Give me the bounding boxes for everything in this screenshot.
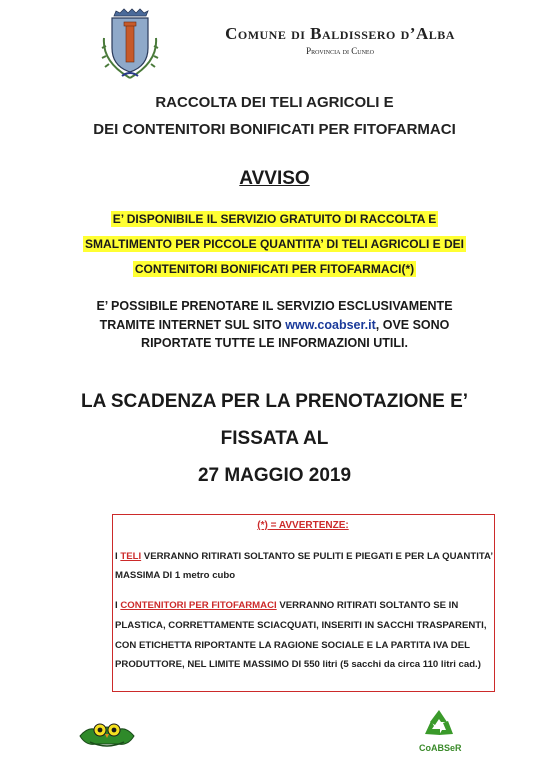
- warnings-title: (*) = AVVERTENZE:: [257, 520, 349, 531]
- avviso-heading: AVVISO: [239, 168, 310, 189]
- highlight-line-1: E’ DISPONIBILE IL SERVIZIO GRATUITO DI RACCOLTA E: [112, 212, 437, 226]
- teli-warning-line-1: I TELI VERRANNO RITIRATI SOLTANTO SE PULITI E PIEGATI E PER LA QUANTITA’: [115, 551, 494, 562]
- provincia-name: Provincia di Cuneo: [306, 46, 374, 56]
- highlight-line-3: CONTENITORI BONIFICATI PER FITOFARMACI(*): [134, 262, 415, 276]
- coat-of-arms-icon: [100, 8, 160, 80]
- owl-logo-icon: [78, 718, 136, 748]
- booking-line-1: E’ POSSIBILE PRENOTARE IL SERVIZIO ESCLUSIVAMENTE: [96, 299, 453, 313]
- contenitori-warning-line-3: CON ETICHETTA RIPORTANTE LA RAGIONE SOCIALE E LA PARTITA IVA DEL: [115, 640, 470, 651]
- municipality-header: [180, 24, 500, 56]
- teli-warning-line-2: MASSIMA DI 1 metro cubo: [115, 570, 236, 581]
- booking-line-3: RIPORTATE TUTTE LE INFORMAZIONI UTILI.: [141, 336, 408, 350]
- coabser-brand-name: CoABSeR: [419, 743, 462, 753]
- title-line-1: RACCOLTA DEI TELI AGRICOLI E: [155, 94, 394, 111]
- contenitori-warning-line-2: PLASTICA, CORRETTAMENTE SCIACQUATI, INSERITI IN SACCHI TRASPARENTI,: [115, 620, 487, 631]
- recycle-logo-icon: [421, 708, 457, 740]
- deadline-line-2: FISSATA AL: [220, 428, 329, 449]
- comune-name: Comune di Baldissero d’Alba: [225, 24, 455, 43]
- booking-line-2: TRAMITE INTERNET SUL SITO www.coabser.it, OVE SONO: [99, 318, 450, 332]
- contenitori-warning-line-4: PRODUTTORE, NEL LIMITE MASSIMO DI 550 litri (5 sacchi da circa 110 litri cad.): [115, 659, 481, 670]
- highlight-line-2: SMALTIMENTO PER PICCOLE QUANTITA’ DI TELI AGRICOLI E DEI: [85, 237, 464, 251]
- contenitori-warning-line-1: I CONTENITORI PER FITOFARMACI VERRANNO RITIRATI SOLTANTO SE IN: [115, 600, 459, 611]
- deadline-line-1: LA SCADENZA PER LA PRENOTAZIONE E’: [80, 391, 469, 412]
- coabser-logo: [419, 708, 462, 766]
- deadline-date: 27 MAGGIO 2019: [197, 465, 352, 486]
- title-line-2: DEI CONTENITORI BONIFICATI PER FITOFARMACI: [93, 121, 456, 138]
- coabser-site-link[interactable]: www.coabser.it: [285, 318, 376, 332]
